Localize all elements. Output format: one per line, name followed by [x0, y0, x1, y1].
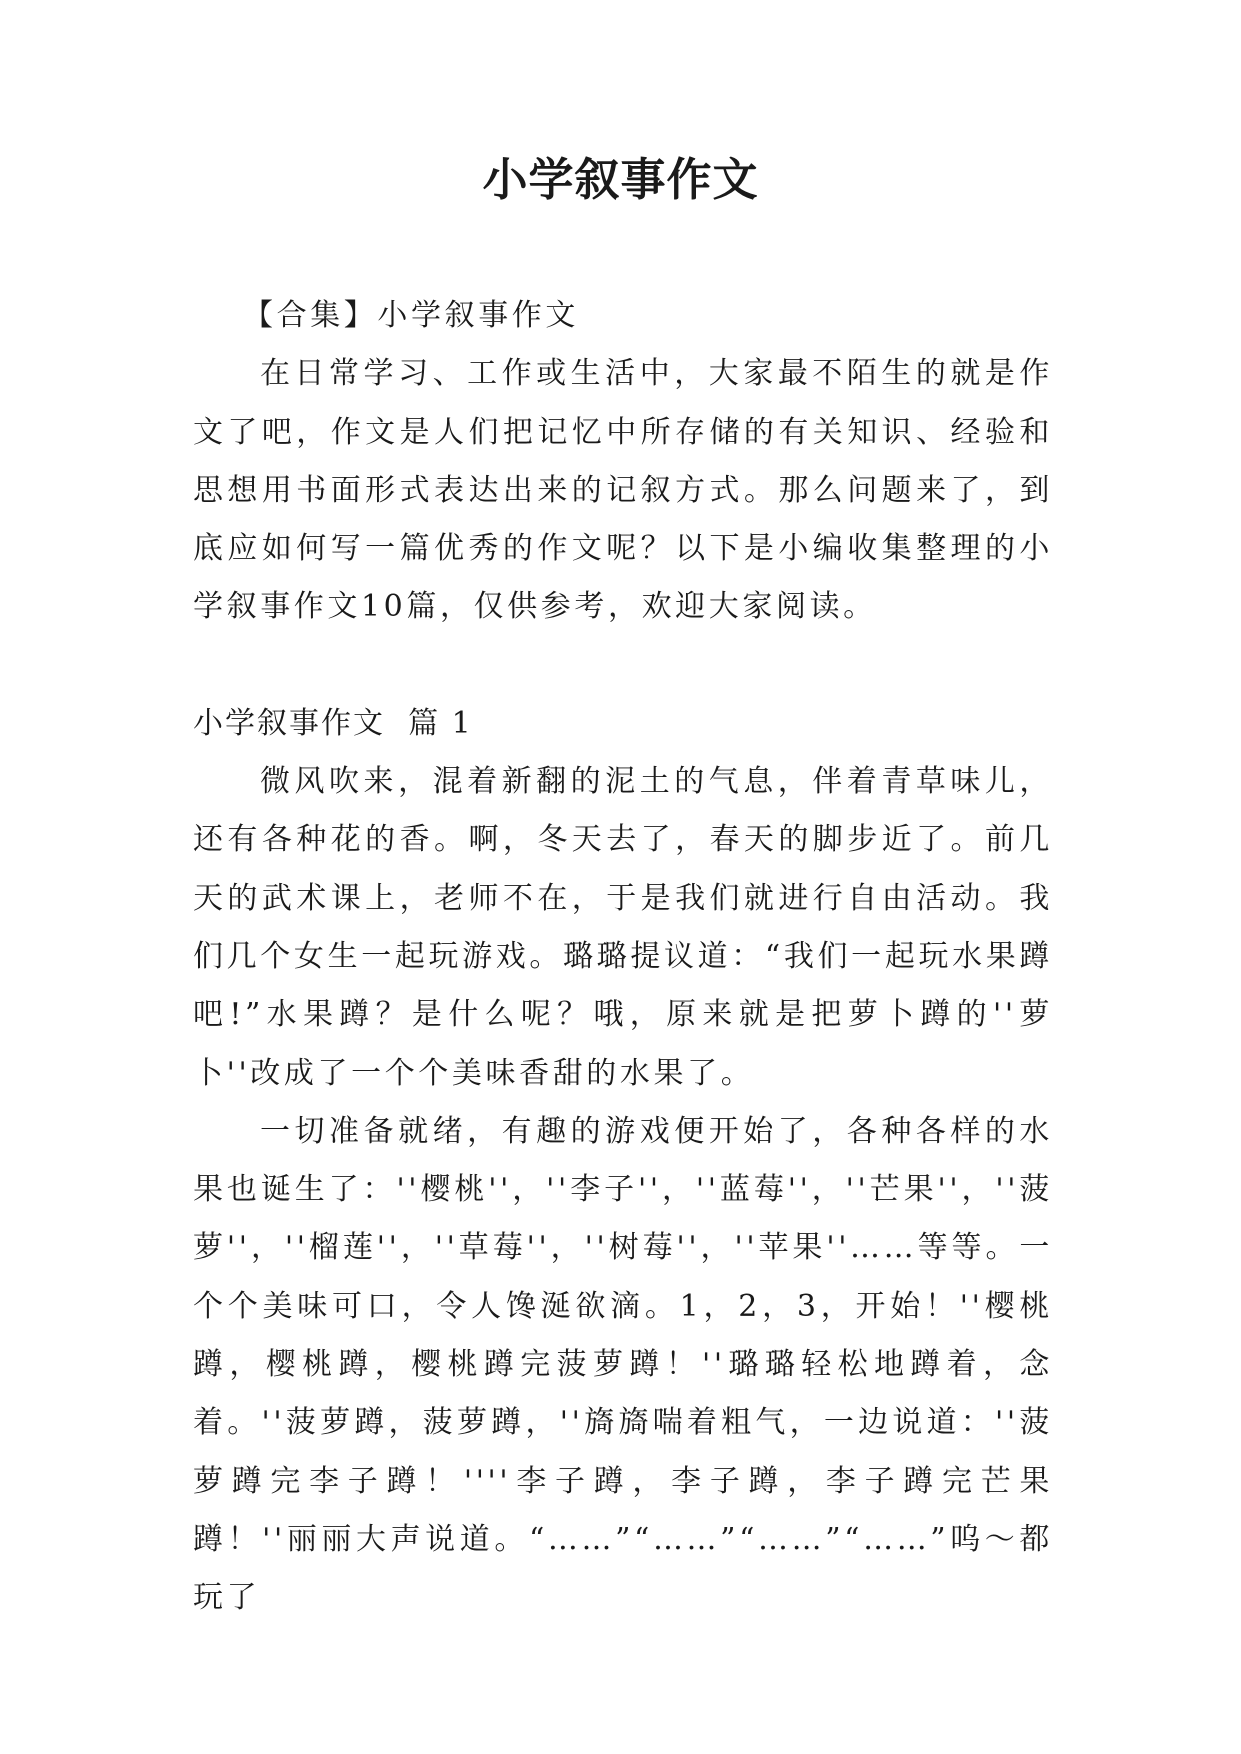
document-title: 小学叙事作文 [482, 153, 759, 206]
section-spacer [193, 637, 1053, 695]
body-paragraph: 微风吹来，混着新翻的泥土的气息，伴着青草味儿，还有各种花的香。啊，冬天去了，春天的脚步近了。前几天的武术课上，老师不在，于是我们就进行自由活动。我们几个女生一起玩游戏。璐璐提议道：“我们一起玩水果蹲吧!”水果蹲？是什么呢？哦，原来就是把萝卜蹲的''萝卜''改成了一个个美味香甜的水果了。 [193, 764, 1053, 1091]
document-body [193, 287, 1053, 1628]
body-paragraph: 一切准备就绪，有趣的游戏便开始了，各种各样的水果也诞生了：''樱桃''，''李子''，''蓝莓''，''芒果''，''菠萝''，''榴莲''，''草莓''，''树莓''，''苹果''……等等。一个个美味可口，令人馋涎欲滴。1，2，3，开始！''樱桃蹲，樱桃蹲，樱桃蹲完菠萝蹲！''璐璐轻松地蹲着，念着。''菠萝蹲，菠萝蹲，''旖旖喘着粗气，一边说道：''菠萝蹲完李子蹲！''''李子蹲，李子蹲，李子蹲完芒果蹲！''丽丽大声说道。“……”“……”“……”“……”呜～都玩了 [193, 1113, 1053, 1616]
collection-label: 【合集】小学叙事作文 [243, 298, 579, 333]
section-heading: 小学叙事作文 篇 1 [193, 705, 473, 741]
intro-paragraph: 在日常学习、工作或生活中，大家最不陌生的就是作文了吧，作文是人们把记忆中所存储的有关知识、经验和思想用书面形式表达出来的记叙方式。那么问题来了，到底应如何写一篇优秀的作文呢？以下是小编收集整理的小学叙事作文10篇，仅供参考，欢迎大家阅读。 [193, 356, 1053, 625]
